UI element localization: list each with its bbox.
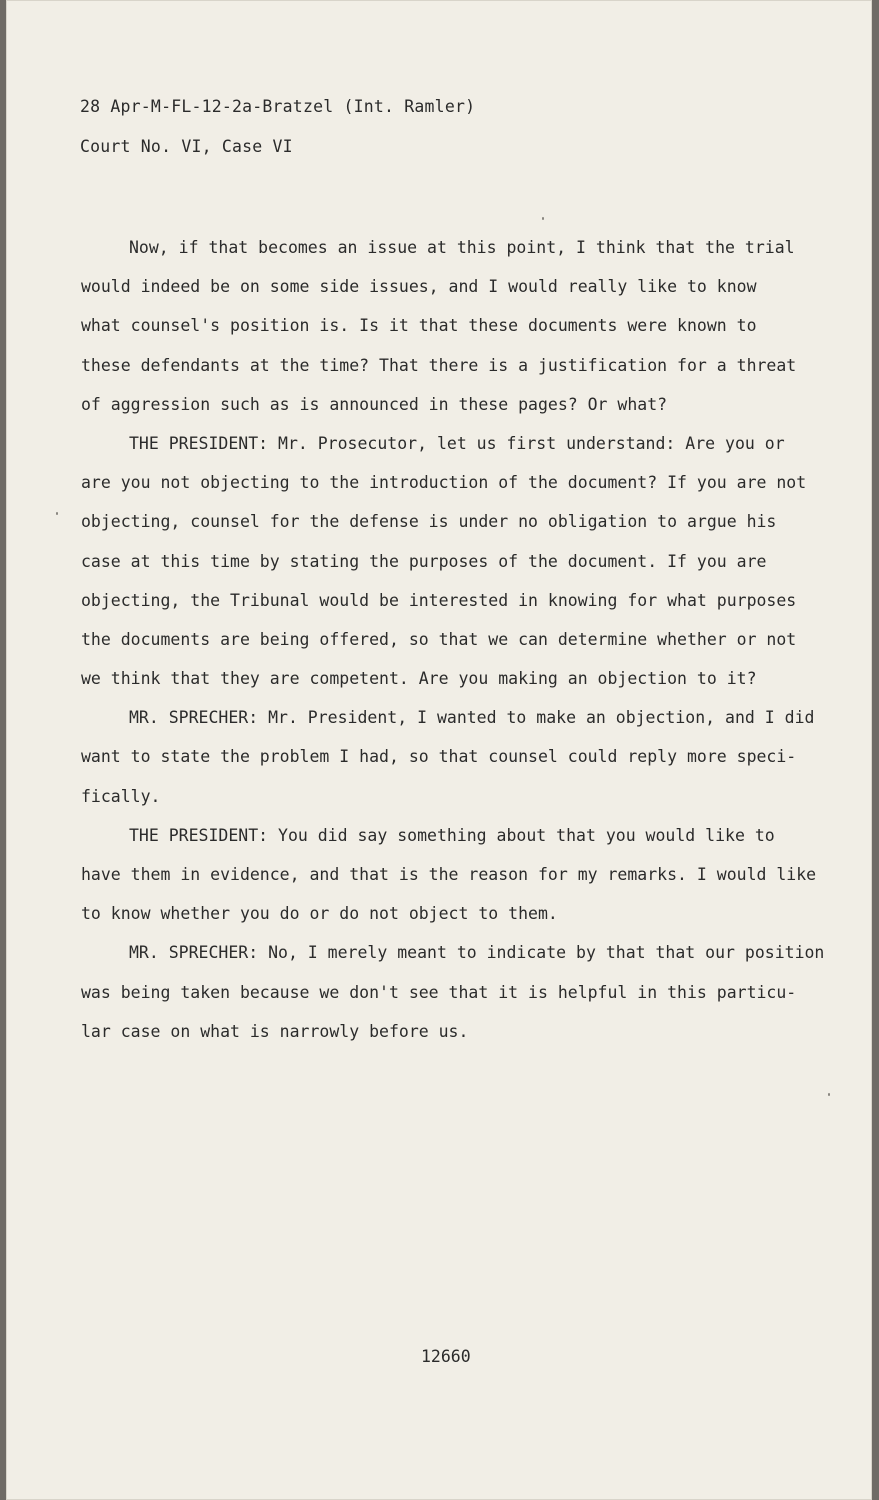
document-header-reference: 28 Apr-M-FL-12-2a-Bratzel (Int. Ramler): [80, 97, 476, 116]
document-page: [6, 0, 872, 1500]
transcript-line: was being taken because we don't see that it is helpful in this particu-: [81, 982, 797, 1002]
transcript-line: THE PRESIDENT: Mr. Prosecutor, let us first understand: Are you or: [129, 433, 785, 453]
transcript-line: THE PRESIDENT: You did say something about that you would like to: [129, 825, 775, 845]
document-header-court: Court No. VI, Case VI: [80, 137, 293, 156]
transcript-line: want to state the problem I had, so that counsel could reply more speci-: [81, 747, 797, 767]
transcript-line: of aggression such as is announced in these pages? Or what?: [81, 394, 668, 414]
transcript-line: are you not objecting to the introduction of the document? If you are not: [81, 473, 807, 493]
transcript-line: MR. SPRECHER: Mr. President, I wanted to make an objection, and I did: [129, 708, 815, 728]
paper-speck: [542, 217, 544, 220]
transcript-line: we think that they are competent. Are you making an objection to it?: [81, 669, 757, 689]
paper-speck: [56, 512, 58, 515]
transcript-line: to know whether you do or do not object to them.: [81, 904, 558, 924]
transcript-line: what counsel's position is. Is it that these documents were known to: [81, 316, 757, 336]
transcript-line: MR. SPRECHER: No, I merely meant to indicate by that that our position: [129, 943, 825, 963]
transcript-line: Now, if that becomes an issue at this point, I think that the trial: [129, 238, 795, 257]
transcript-line: these defendants at the time? That there is a justification for a threat: [81, 355, 797, 375]
transcript-line: objecting, the Tribunal would be interested in knowing for what purposes: [81, 590, 797, 610]
transcript-line: the documents are being offered, so that we can determine whether or not: [81, 629, 797, 649]
transcript-line: fically.: [81, 786, 161, 806]
paper-speck: [828, 1093, 830, 1096]
transcript-line: lar case on what is narrowly before us.: [81, 1021, 469, 1041]
transcript-line: have them in evidence, and that is the reason for my remarks. I would like: [81, 865, 817, 884]
transcript-line: would indeed be on some side issues, and I would really like to know: [81, 277, 757, 297]
transcript-line: case at this time by stating the purposes of the document. If you are: [81, 551, 767, 571]
page-number: 12660: [421, 1347, 471, 1366]
transcript-line: objecting, counsel for the defense is under no obligation to argue his: [81, 512, 777, 532]
transcript-body: [81, 228, 851, 1051]
